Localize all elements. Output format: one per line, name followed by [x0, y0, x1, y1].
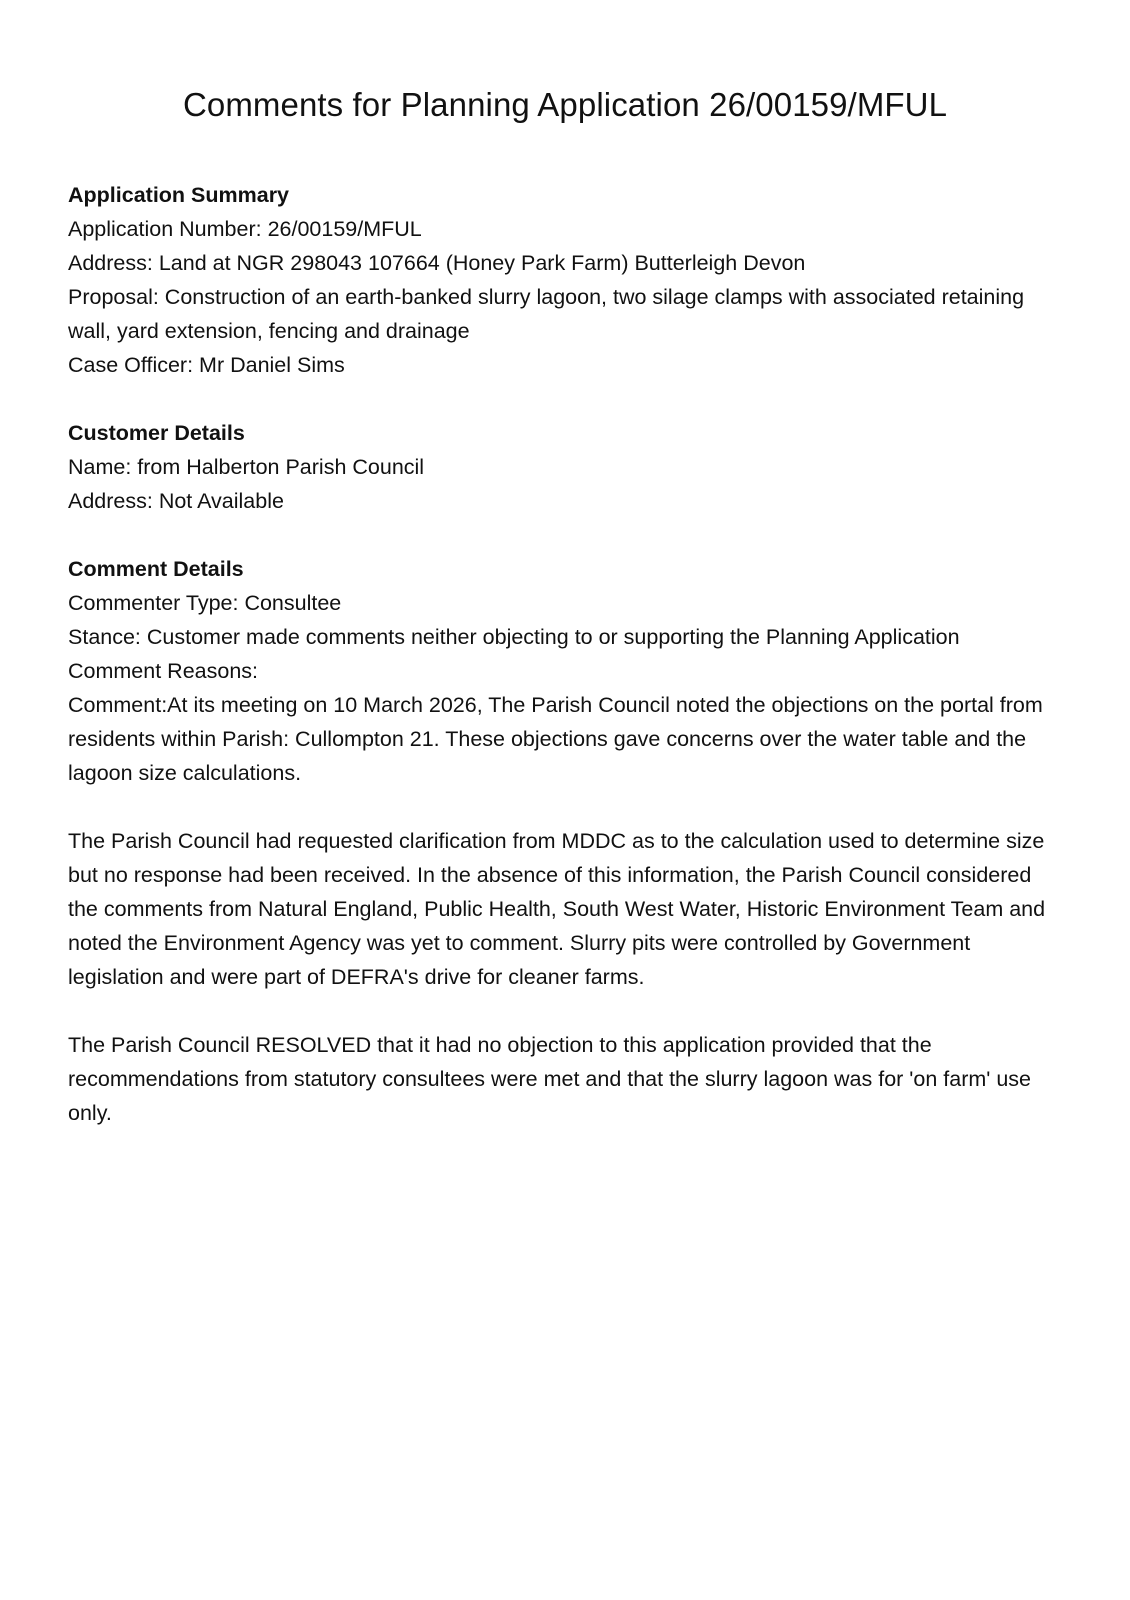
comment-stance: Stance: Customer made comments neither objecting to or supporting the Planning Application	[68, 625, 960, 649]
comment-reasons: Comment Reasons:	[68, 659, 258, 683]
comment-details-heading: Comment Details	[68, 557, 244, 581]
commenter-type: Commenter Type: Consultee	[68, 591, 342, 615]
comment-paragraph: Comment:At its meeting on 10 March 2026, The Parish Council noted the objections on the portal from residents within Parish: Cullompton 21. These objections gave concerns over the water table and the lagoon size calculations.	[68, 693, 1043, 785]
case-officer: Case Officer: Mr Daniel Sims	[68, 353, 345, 377]
comment-paragraph: The Parish Council RESOLVED that it had no objection to this application provided that the recommendations from statutory consultees were met and that the slurry lagoon was for 'on farm' use only.	[68, 1033, 1032, 1125]
application-proposal: Proposal: Construction of an earth-banked slurry lagoon, two silage clamps with associated retaining wall, yard extension, fencing and drainage	[68, 285, 1025, 343]
application-summary-section	[68, 178, 1062, 382]
application-address: Address: Land at NGR 298043 107664 (Honey Park Farm) Butterleigh Devon	[68, 251, 806, 275]
customer-details-heading: Customer Details	[68, 421, 245, 445]
customer-name: Name: from Halberton Parish Council	[68, 455, 425, 479]
document-title: Comments for Planning Application 26/00159/MFUL	[182, 86, 948, 123]
application-summary-heading: Application Summary	[68, 183, 290, 207]
comment-paragraph: The Parish Council had requested clarification from MDDC as to the calculation used to determine size but no response had been received. In the absence of this information, the Parish Council considered the comments from Natural England, Public Health, South West Water, Historic Environment Team and noted the Environment Agency was yet to comment. Slurry pits were controlled by Government legislation and were part of DEFRA's drive for cleaner farms.	[68, 829, 1046, 989]
application-number: Application Number: 26/00159/MFUL	[68, 217, 422, 241]
customer-address: Address: Not Available	[68, 489, 284, 513]
customer-details-section	[68, 416, 1062, 518]
comment-details-section	[68, 552, 1062, 1130]
document-body	[68, 178, 1062, 1164]
